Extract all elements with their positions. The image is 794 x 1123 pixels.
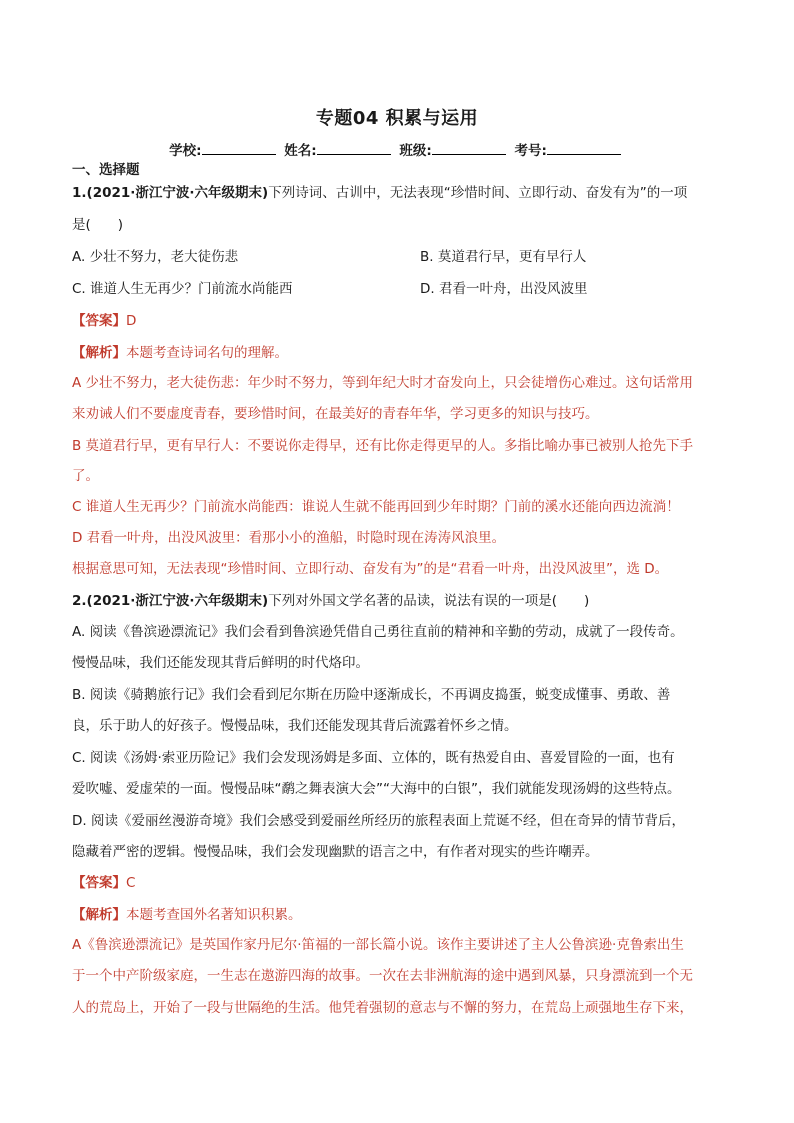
q2-option-line: 爱吹嘘、爱虚荣的一面。慢慢品味“鹬之舞表演大会”“大海中的白银”，我们就能发现汤姆的这些特点。 bbox=[72, 781, 681, 797]
q1-analysis-line: C 谁道人生无再少？门前流水尚能西：谁说人生就不能再回到少年时期？门前的溪水还能向西边流淌！ bbox=[72, 499, 680, 515]
q2-analysis bbox=[72, 905, 732, 925]
q1-stem-line2: 是( ) bbox=[72, 217, 124, 233]
name-blank[interactable] bbox=[317, 142, 391, 155]
name-label: 姓名: bbox=[284, 143, 317, 159]
q1-answer-value: D bbox=[126, 313, 137, 329]
number-blank[interactable] bbox=[547, 142, 621, 155]
q2-option-line: 隐藏着严密的逻辑。慢慢品味，我们会发现幽默的语言之中，有作者对现实的些许嘲弄。 bbox=[72, 844, 599, 860]
q1-number: 1. bbox=[72, 185, 87, 201]
q2-analysis-tag: 【解析】 bbox=[72, 907, 126, 923]
q1-analysis-tag: 【解析】 bbox=[72, 345, 126, 361]
q1-stem-line1 bbox=[72, 183, 732, 203]
q2-analysis-line: 人的荒岛上，开始了一段与世隔绝的生活。他凭着强韧的意志与不懈的努力，在荒岛上顽强地生存下来， bbox=[72, 1000, 693, 1016]
q2-option-line: B. 阅读《骑鹅旅行记》我们会看到尼尔斯在历险中逐渐成长，不再调皮捣蛋，蜕变成懂事、勇敢、善 bbox=[72, 687, 671, 703]
school-label: 学校: bbox=[169, 143, 202, 159]
q1-analysis-line: A 少壮不努力，老大徒伤悲：年少时不努力，等到年纪大时才奋发向上，只会徒增伤心难过。这句话常用 bbox=[72, 375, 694, 391]
q2-answer-value: C bbox=[126, 875, 136, 891]
page-title: 专题04 积累与运用 bbox=[315, 108, 479, 129]
q2-option-line: C. 阅读《汤姆·索亚历险记》我们会发现汤姆是多面、立体的，既有热爱自由、喜爱冒险的一面，也有 bbox=[72, 750, 675, 766]
q1-analysis-line: B 莫道君行早，更有早行人：不要说你走得早，还有比你走得更早的人。多指比喻办事已被别人抢先下手 bbox=[72, 438, 694, 454]
q2-answer bbox=[72, 873, 732, 893]
q2-option-line: D. 阅读《爱丽丝漫游奇境》我们会感受到爱丽丝所经历的旅程表面上荒诞不经，但在奇异的情节背后， bbox=[72, 813, 685, 829]
q1-analysis bbox=[72, 343, 732, 363]
q1-analysis-line: 来劝诫人们不要虚度青春，要珍惜时间，在最美好的青春年华，学习更多的知识与技巧。 bbox=[72, 406, 599, 422]
q2-option-line: A. 阅读《鲁滨逊漂流记》我们会看到鲁滨逊凭借自己勇往直前的精神和辛勤的劳动，成就了一段传奇。 bbox=[72, 624, 684, 640]
q2-analysis-intro: 本题考查国外名著知识积累。 bbox=[126, 907, 302, 923]
q2-analysis-line: 于一个中产阶级家庭，一生志在遨游四海的故事。一次在去非洲航海的途中遇到风暴，只身漂流到一个无 bbox=[72, 968, 693, 984]
q2-option-line: 良，乐于助人的好孩子。慢慢品味，我们还能发现其背后流露着怀乡之情。 bbox=[72, 718, 518, 734]
q2-number: 2. bbox=[72, 593, 87, 609]
number-label: 考号: bbox=[514, 143, 547, 159]
class-blank[interactable] bbox=[432, 142, 506, 155]
q2-source: (2021·浙江宁波·六年级期末) bbox=[86, 593, 269, 609]
q1-options-row1 bbox=[72, 247, 732, 267]
q1-stem-text: 下列诗词、古训中，无法表现“珍惜时间、立即行动、奋发有为”的一项 bbox=[268, 185, 688, 201]
student-info-row bbox=[0, 139, 794, 159]
q1-analysis-line: 根据意思可知，无法表现“珍惜时间、立即行动、奋发有为”的是“君看一叶舟，出没风波里”，选 D。 bbox=[72, 561, 669, 577]
q2-stem-text: 下列对外国文学名著的品读，说法有误的一项是( ) bbox=[268, 593, 590, 609]
school-blank[interactable] bbox=[202, 142, 276, 155]
q2-stem bbox=[72, 591, 732, 611]
q1-option-d: D. 君看一叶舟，出没风波里 bbox=[420, 281, 588, 297]
q1-answer-tag: 【答案】 bbox=[72, 313, 126, 329]
class-label: 班级: bbox=[399, 143, 432, 159]
q2-option-line: 慢慢品味，我们还能发现其背后鲜明的时代烙印。 bbox=[72, 655, 369, 671]
q1-analysis-line: 了。 bbox=[72, 468, 99, 484]
q1-answer bbox=[72, 311, 732, 331]
section-title: 一、选择题 bbox=[72, 162, 140, 178]
q1-option-a: A. 少壮不努力，老大徒伤悲 bbox=[72, 249, 239, 265]
q2-analysis-line: A《鲁滨逊漂流记》是英国作家丹尼尔·笛福的一部长篇小说。该作主要讲述了主人公鲁滨逊·克鲁索出生 bbox=[72, 937, 684, 953]
q1-analysis-line: D 君看一叶舟，出没风波里：看那小小的渔船，时隐时现在涛涛风浪里。 bbox=[72, 530, 506, 546]
q2-answer-tag: 【答案】 bbox=[72, 875, 126, 891]
q1-option-b: B. 莫道君行早，更有早行人 bbox=[420, 249, 587, 265]
q1-source: (2021·浙江宁波·六年级期末) bbox=[86, 185, 269, 201]
q1-options-row2 bbox=[72, 279, 732, 299]
q1-analysis-intro: 本题考查诗词名句的理解。 bbox=[126, 345, 288, 361]
q1-option-c: C. 谁道人生无再少？门前流水尚能西 bbox=[72, 281, 293, 297]
